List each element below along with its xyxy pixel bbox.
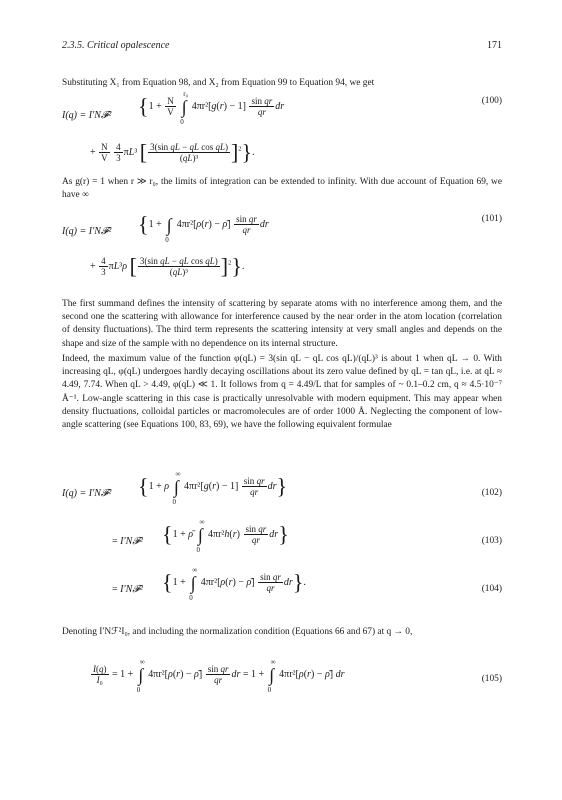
paragraph-normalization: Denoting I′Nℱ²I₀, and including the normalization condition (Equations 66 and 67) at q → 0,	[62, 627, 413, 637]
running-header	[62, 40, 502, 51]
page	[62, 0, 502, 800]
paragraph-summands: The first summand defines the intensity of scattering by separate atoms with no interference among them, and the second one the scattering with allowance for interference caused by the near order in the atom location (correlation of density fluctuations). The third term represents the scattering intensity at very small angles and depends on the shape and size of the sample with no dependence on its internal structure.	[62, 299, 502, 349]
paragraph-lowangle: Indeed, the maximum value of the function φ(qL) = 3(sin qL − qL cos qL)/(qL)³ is about 1 when qL → 0. With increasing qL, φ(qL) undergoes hardly decaying oscillations about its zero value defined by qL = tan qL, i.e. at qL ≈ 4.49, 7.74. When qL > 4.49, φ(qL) ≪ 1. It follows from q = 4.49/L that for samples of ~ 0.1–0.2 cm, q ≈ 4.5·10⁻⁷ Å⁻¹. Low-angle scattering in this case is practically unresolvable with modern equipment. This may appear when density fluctuations, colloidal particles or macromolecules are of order 1000 Å. Neglecting the component of low-angle scattering (see Equations 100, 83, 69), we have the following equivalent formulae	[62, 354, 502, 431]
equation-number: (102)	[481, 488, 502, 498]
equation-number: (100)	[481, 96, 502, 106]
equation-number: (105)	[481, 674, 502, 684]
equation-100: I(q) = I′N𝓕² {1 + $\frac{N}{V}$ ∫ r₀ 0 4πr²[g(r) − 1] $\frac{\text{sin qr}}{qr}$ dr (100)	[62, 89, 502, 126]
page-number: 171	[487, 40, 502, 51]
equation-number: (101)	[481, 214, 502, 224]
equation-number: (104)	[481, 584, 502, 594]
equation-103: = I′N𝓕² {1 + ρ̄ ∫ ∞ 0 4πr²h(r) $\frac{\text{sin qr}}{qr}$ dr} (103)	[112, 517, 502, 554]
equation-100-line2: + $\frac{N}{V}$ $\frac{4}{3}$ πL³ [ $\frac{\text{3(sin qL − qL cos qL)}}{\text{(qL)³}}$ ]$^2$}.	[90, 139, 255, 165]
equation-105: $\frac{I(q)}{\text{I₀}}$ = 1 + ∫ ∞ 0 4πr²[ρ(r) − ρ̄] $\frac{\text{sin qr}}{qr}$ dr = 1 + ∫ ∞ 0 4πr²[ρ(r) − ρ̄] dr (105)	[93, 657, 502, 694]
equation-101-line2: + $\frac{4}{3}$ πL³ρ [ $\frac{\text{3(sin qL − qL cos qL)}}{\text{(qL)³}}$ ]$^2$}.	[90, 253, 245, 279]
equation-104: = I′N𝓕² {1 + ∫ ∞ 0 4πr²[ρ(r) − ρ̄] $\frac{\text{sin qr}}{qr}$ dr}. (104)	[112, 565, 502, 602]
equation-101: I(q) = I′N𝓕² {1 + ∫ 0 4πr²[ρ(r) − ρ̄] $\frac{\text{sin qr}}{qr}$ dr (101)	[62, 211, 502, 244]
equation-number: (103)	[481, 536, 502, 546]
equation-102: I(q) = I′N𝓕² {1 + ρ ∫ ∞ 0 4πr²[g(r) − 1] $\frac{\text{sin qr}}{qr}$ dr} (102)	[62, 469, 502, 506]
paragraph-intro: Substituting X₁ from Equation 98, and X₂ from Equation 99 to Equation 94, we get	[62, 78, 375, 88]
paragraph-limits: As g(r) = 1 when r ≫ r₀, the limits of integration can be extended to infinity. With due account of Equation 69, we have ∞	[62, 177, 502, 201]
section-title: 2.3.5. Critical opalescence	[62, 40, 170, 51]
